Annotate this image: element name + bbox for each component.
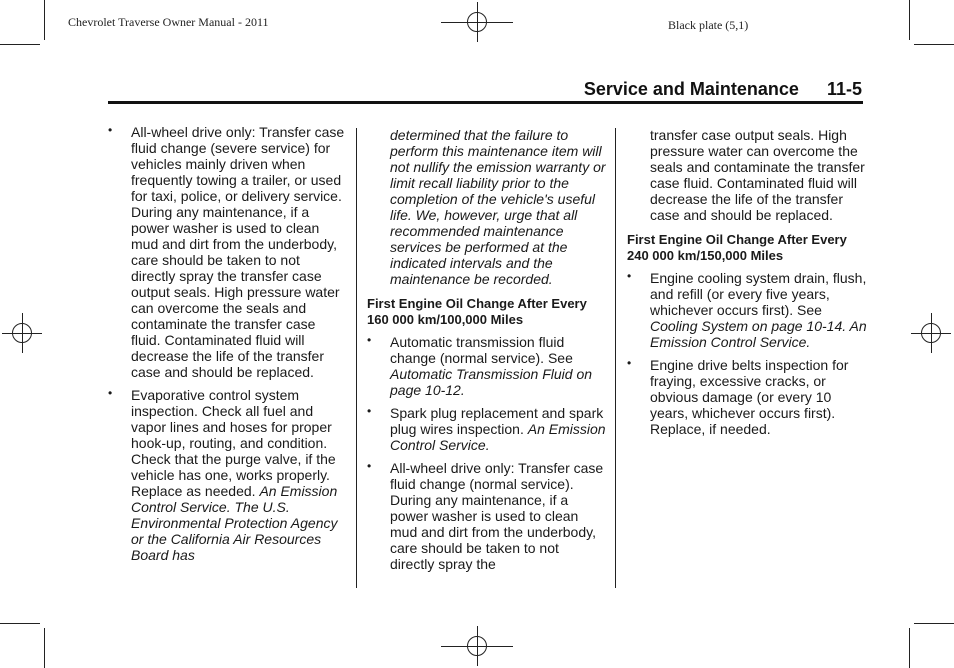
column-divider: [356, 128, 357, 588]
list-item: [627, 270, 867, 350]
crop-mark: [0, 623, 40, 624]
bullet: •: [367, 333, 372, 347]
list-item: [108, 124, 346, 380]
list-item: [627, 357, 867, 437]
column-divider: [615, 128, 616, 588]
crop-mark: [44, 0, 45, 40]
crop-mark: [44, 628, 45, 668]
item-text: Spark plug replacement and spark plug wires inspection.: [390, 405, 604, 437]
registration-line: [441, 646, 513, 647]
section-title-text: Service and Maintenance: [583, 79, 799, 99]
section-title: [584, 79, 862, 100]
item-text: All-wheel drive only: Transfer case fluid change (normal service). During any maintenance, if a power washer is used to clean mud and dirt from the underbody, care should be taken to not directly spray the: [390, 460, 604, 572]
registration-mark-right: [911, 313, 951, 353]
continued-text: [367, 127, 607, 287]
page-number: 11-5: [826, 79, 862, 99]
continued-text: transfer case output seals. High pressure water can overcome the seals and contaminate the transfer case fluid. Contaminated fluid will decrease the life of the transfer case and should be replaced.: [650, 127, 865, 223]
item-text: All-wheel drive only: Transfer case fluid change (severe service) for vehicles mainly driven when frequently towing a trailer, or used for taxi, police, or delivery service. During any maintenance, if a power washer is used to clean mud and dirt from the underbody, care should be taken to not directly spray the transfer case output seals. High pressure water can overcome the seals and contaminate the transfer case fluid. Contaminated fluid will decrease the life of the transfer case and should be replaced.: [131, 124, 345, 380]
registration-mark-left: [2, 313, 42, 353]
crop-mark: [909, 0, 910, 40]
running-header-right: Black plate (5,1): [668, 18, 749, 32]
section-heading: First Engine Oil Change After Every 160 000 km/100,000 Miles: [367, 296, 587, 327]
item-text: Engine cooling system drain, flush, and refill (or every five years, whichever occurs first). See: [650, 270, 867, 318]
column-2: [367, 127, 607, 579]
list-item: [367, 460, 607, 572]
item-text: Automatic transmission fluid change (normal service). See: [390, 334, 573, 366]
crop-mark: [909, 628, 910, 668]
column-3: [627, 127, 867, 444]
list-item: [367, 334, 607, 398]
bullet: •: [108, 123, 113, 137]
cross-reference: An Emission Control Service.: [390, 421, 606, 453]
bullet: •: [367, 459, 372, 473]
cross-reference: Automatic Transmission Fluid on page 10-12.: [390, 366, 593, 398]
item-text: Engine drive belts inspection for fraying, excessive cracks, or obvious damage (or every 10 years, whichever occurs first). Replace, if needed.: [650, 357, 849, 437]
continued-italic-text: determined that the failure to perform this maintenance item will not nullify the emission warranty or limit recall liability prior to the completion of the vehicle's useful life. We, however, urge that all recommended maintenance services be performed at the indicated intervals and the maintenance be recorded.: [390, 127, 606, 287]
section-heading: First Engine Oil Change After Every 240 000 km/150,000 Miles: [627, 232, 847, 263]
bullet: •: [627, 269, 632, 283]
crop-mark: [914, 44, 954, 45]
list-item: [367, 405, 607, 453]
bullet: •: [367, 404, 372, 418]
registration-line: [441, 22, 513, 23]
running-header-left: Chevrolet Traverse Owner Manual - 2011: [68, 15, 269, 29]
header-rule: [108, 101, 863, 104]
list-item: [108, 387, 346, 563]
crop-mark: [0, 44, 40, 45]
cross-reference: An Emission Control Service. The U.S. Environmental Protection Agency or the California Air Resources Board has: [131, 483, 338, 563]
bullet: •: [108, 386, 113, 400]
bullet: •: [627, 356, 632, 370]
column-1: [108, 124, 346, 570]
item-text: Evaporative control system inspection. Check all fuel and vapor lines and hoses for proper hook-up, routing, and condition. Check that the purge valve, if the vehicle has one, works properly. Replace as needed.: [131, 387, 336, 499]
crop-mark: [914, 623, 954, 624]
cross-reference: Cooling System on page 10-14. An Emission Control Service.: [650, 318, 867, 350]
